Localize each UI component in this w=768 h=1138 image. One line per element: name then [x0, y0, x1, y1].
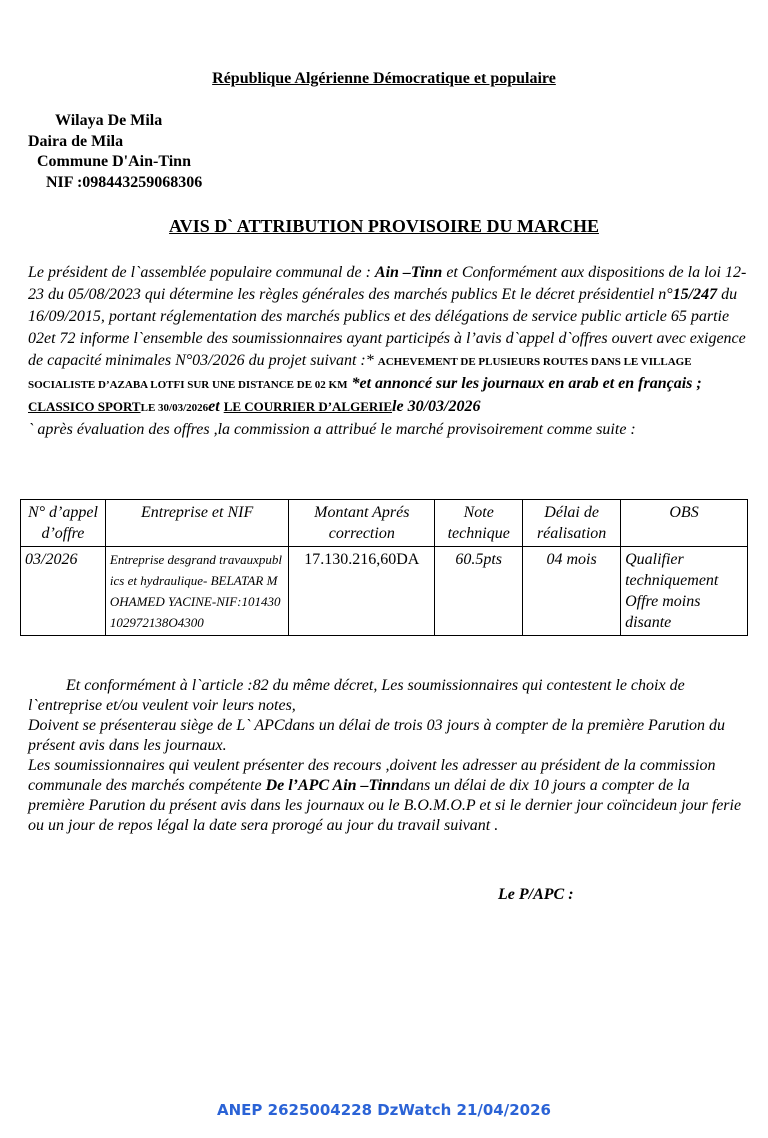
header-entreprise: Entreprise et NIF	[105, 500, 288, 547]
nif-label: NIF :098443259068306	[46, 174, 203, 191]
wilaya-label: Wilaya De Mila	[55, 112, 163, 129]
cell-num: 03/2026	[21, 547, 106, 636]
cell-delai: 04 mois	[523, 547, 621, 636]
intro-date-2: le 30/03/2026	[392, 398, 481, 415]
intro-text-1: Le président de l`assemblée populaire communal de :	[28, 264, 375, 281]
header-note: Note technique	[435, 500, 523, 547]
footer-watermark: ANEP 2625004228 DzWatch 21/04/2026	[217, 1101, 551, 1119]
intro-journal-1: CLASSICO SPORT	[28, 399, 141, 414]
header-montant: Montant Aprés correction	[289, 500, 435, 547]
intro-project: ACHEVEMENT DE PLUSIEURS ROUTES DANS LE VILLAGE SOCIALISTE D’AZABA LOTFI SUR UNE DISTANCE DE 02 KM	[28, 356, 692, 391]
intro-et: et	[208, 398, 224, 415]
closing-apc: De l’APC Ain –Tinn	[265, 777, 400, 794]
intro-text-4: *et annoncé sur les journaux en arab et en français ;	[347, 375, 702, 392]
intro-date-1: LE 30/03/2026	[140, 402, 209, 414]
table-row	[21, 547, 748, 636]
closing-line-2: Doivent se présenterau siège de L` APCdans un délai de trois 03 jours à compter de la première Parution du présent avis dans les journaux.	[28, 717, 725, 754]
header-obs: OBS	[621, 500, 748, 547]
closing-text-3c: dans un délai de dix 10 jours a compter de la première Parution du présent avis dans les journaux ou le B.O.M.O.P et si le dernier jour coïncideun jour ferie ou un jour de repos légal la date sera prorogé au jour du travail suivant .	[28, 777, 742, 834]
intro-commune: Ain –Tinn	[374, 264, 443, 281]
closing-text-3a: Les soumissionnaires qui veulent présenter des recours ,doivent les adresser au président de la commission communale des marchés compétente	[28, 757, 716, 794]
cell-entreprise: Entreprise desgrand travauxpublics et hydraulique- BELATAR MOHAMED YACINE-NIF:101430102972138O4300	[105, 547, 288, 636]
intro-text-3: du 16/09/2015, portant réglementation des marchés publics et des délégations de service public article 65 partie 02et 72 informe l`ensemble des soumissionnaires ayant participés à l’avis d`appel d`offres ouvert avec exigence de capacité minimales N°03/2026 du projet suivant :*	[28, 286, 746, 369]
table-header-row	[21, 500, 748, 547]
header-num: N° d’appel d’offre	[21, 500, 106, 547]
republic-heading: République Algérienne Démocratique et populaire	[212, 70, 556, 87]
commune-label: Commune D'Ain-Tinn	[37, 153, 191, 170]
intro-text-2: et Conformément aux dispositions de la loi 12-23 du 05/08/2023 qui détermine les règles générales des marchés publics Et le décret présidentiel n°	[28, 264, 747, 303]
header-delai: Délai de réalisation	[523, 500, 621, 547]
notice-title: AVIS D` ATTRIBUTION PROVISOIRE DU MARCHE	[169, 216, 599, 236]
cell-note: 60.5pts	[435, 547, 523, 636]
intro-paragraph	[28, 262, 748, 441]
intro-text-5: ` après évaluation des offres ,la commission a attribué le marché provisoirement comme suite :	[28, 421, 636, 438]
intro-journal-2: LE COURRIER D’ALGERIE	[223, 399, 393, 414]
results-table	[20, 499, 748, 636]
signature-label: Le P/APC :	[498, 886, 574, 903]
daira-label: Daira de Mila	[28, 133, 124, 150]
closing-line-1: Et conformément à l`article :82 du même décret, Les soumissionnaires qui contestent le choix de l`entreprise et/ou veulent voir leurs notes,	[28, 677, 685, 714]
closing-line-3	[28, 756, 748, 836]
closing-paragraphs	[28, 676, 748, 836]
cell-montant: 17.130.216,60DA	[289, 547, 435, 636]
intro-decree: 15/247	[672, 286, 718, 303]
cell-obs: Qualifier techniquement Offre moins disante	[621, 547, 748, 636]
